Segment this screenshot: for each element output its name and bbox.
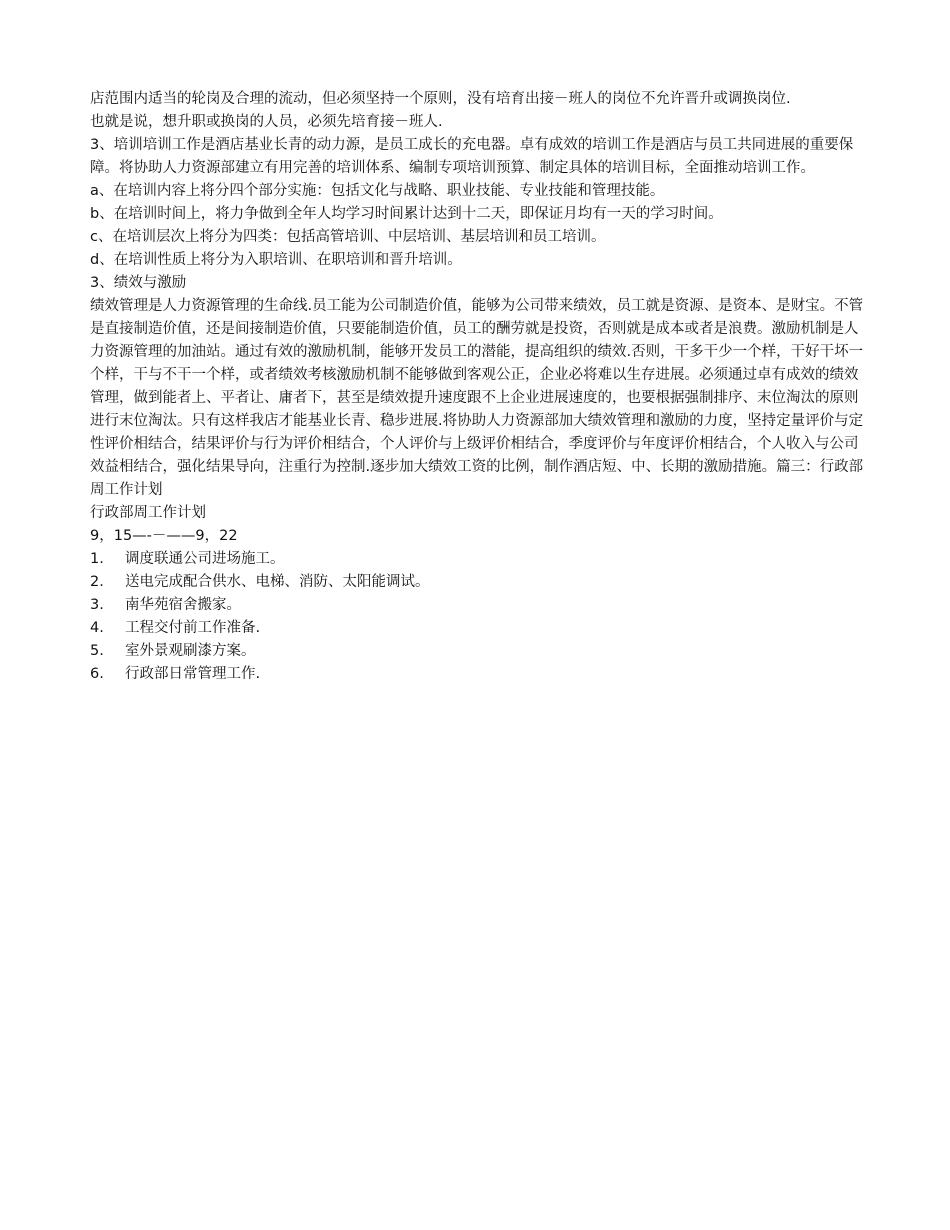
list-item-text: 室外景观刷漆方案。 <box>125 643 256 659</box>
paragraph-performance: 绩效管理是人力资源管理的生命线.员工能为公司制造价值，能够为公司带来绩效，员工就是资源、是资本、是财宝。不管是直接制造价值，还是间接制造价值，只要能制造价值，员工的酬劳就是投资，否则就是成本或者是浪费。激励机制是人力资源管理的加油站。通过有效的激励机制，能够开发员工的潜能，提高组织的绩效.否则，干多干少一个样，干好干坏一个样，干与不干一个样，或者绩效考核激励机制不能够做到客观公正，企业必将难以生存进展。必须通过卓有成效的绩效管理，做到能者上、平者让、庸者下，甚至是绩效提升速度跟不上企业进展速度的，也要根据强制排序、末位淘汰的原则进行末位淘汰。只有这样我店才能基业长青、稳步进展.将协助人力资源部加大绩效管理和激励的力度，坚持定量评价与定性评价相结合，结果评价与行为评价相结合，个人评价与上级评价相结合，季度评价与年度评价相结合，个人收入与公司效益相结合，强化结果导向，注重行为控制.逐步加大绩效工资的比例，制作酒店短、中、长期的激励措施。篇三：行政部周工作计划 <box>90 298 864 498</box>
weekly-plan-date-range: 9，15—-－——9，22 <box>90 528 238 544</box>
training-item-a: a、在培训内容上将分四个部分实施：包括文化与战略、职业技能、专业技能和管理技能。 <box>90 183 665 199</box>
weekly-plan-title: 行政部周工作计划 <box>90 505 206 521</box>
list-item <box>90 640 865 663</box>
training-item-c: c、在培训层次上将分为四类：包括高管培训、中层培训、基层培训和员工培训。 <box>90 229 606 245</box>
list-item-text: 行政部日常管理工作. <box>125 666 261 682</box>
list-item <box>90 617 865 640</box>
list-item <box>90 594 865 617</box>
training-item-d: d、在培训性质上将分为入职培训、在职培训和晋升培训。 <box>90 252 462 268</box>
document-page <box>90 88 865 686</box>
list-item-number: 5. <box>90 643 104 659</box>
list-item-number: 3. <box>90 597 104 613</box>
training-item-b: b、在培训时间上，将力争做到全年人均学习时间累计达到十二天，即保证月均有一天的学习时间。 <box>90 206 723 222</box>
section-heading-performance: 3、绩效与激励 <box>90 275 187 291</box>
list-item-text: 工程交付前工作准备. <box>125 620 261 636</box>
paragraph-successor: 也就是说，想升职或换岗的人员，必须先培育接－班人. <box>90 114 443 130</box>
paragraph-rotation: 店范围内适当的轮岗及合理的流动，但必须坚持一个原则，没有培育出接－班人的岗位不允许晋升或调换岗位. <box>90 91 791 107</box>
list-item-text: 调度联通公司进场施工。 <box>125 551 285 567</box>
list-item-number: 1. <box>90 551 104 567</box>
list-item-number: 2. <box>90 574 104 590</box>
list-item <box>90 548 865 571</box>
list-item-number: 6. <box>90 666 104 682</box>
list-item-text: 南华苑宿舍搬家。 <box>125 597 241 613</box>
paragraph-training-intro: 3、培训培训工作是酒店基业长青的动力源，是员工成长的充电器。卓有成效的培训工作是酒店与员工共同进展的重要保障。将协助人力资源部建立有用完善的培训体系、编制专项培训预算、制定具体的培训目标，全面推动培训工作。 <box>90 137 854 176</box>
list-item <box>90 571 865 594</box>
list-item-number: 4. <box>90 620 104 636</box>
list-item-text: 送电完成配合供水、电梯、消防、太阳能调试。 <box>125 574 430 590</box>
list-item <box>90 663 865 686</box>
